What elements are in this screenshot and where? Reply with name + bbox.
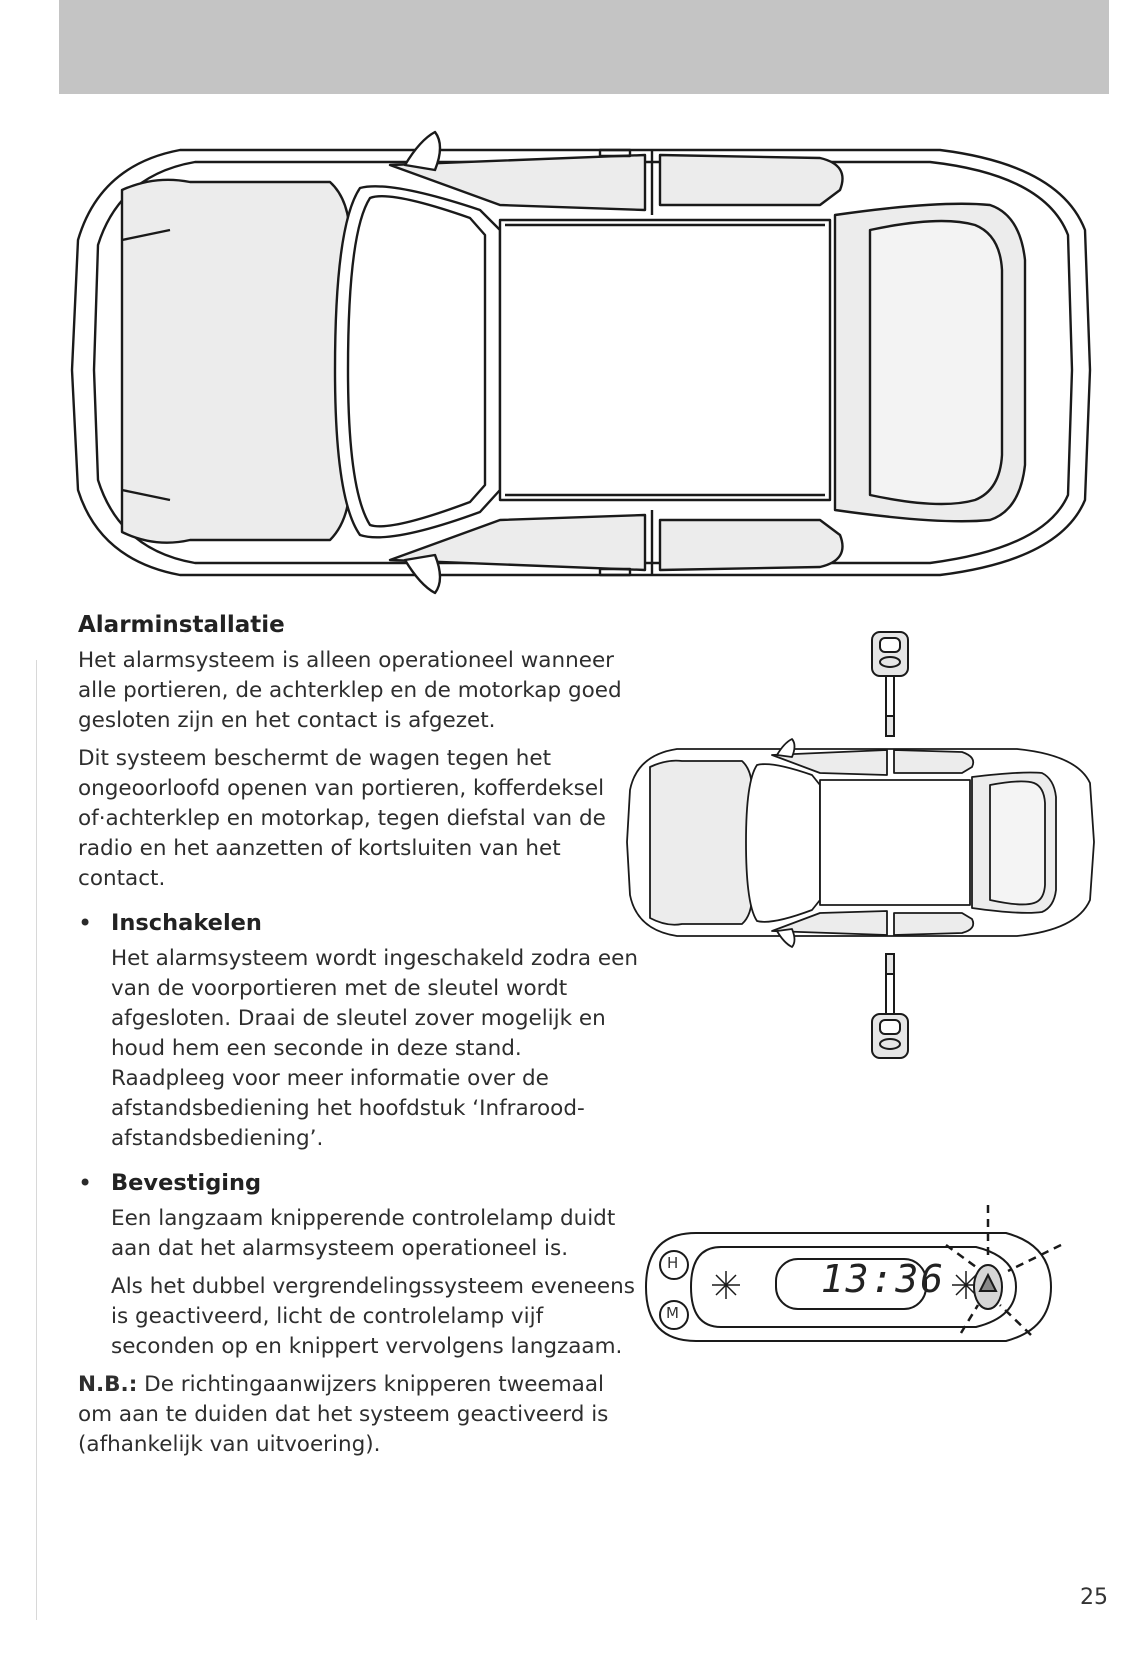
- bullet: •: [78, 909, 93, 937]
- bullet: •: [78, 1169, 93, 1197]
- car-top-view-illustration: [60, 120, 1100, 605]
- page-number: 25: [1080, 1585, 1108, 1610]
- intro-paragraph-2: Dit systeem beschermt de wagen tegen het ongeoorloofd openen van portieren, kofferdeksel of·achterklep en motorkap, tegen diefstal van de radio en het aanzetten of kortsluiten van het contact.: [78, 746, 606, 891]
- car-small-illustration: [622, 735, 1102, 950]
- clock-button-m: M: [666, 1304, 679, 1322]
- header-bar: [59, 0, 1109, 94]
- clock-button-h: H: [667, 1254, 679, 1272]
- intro-paragraph-1: Het alarmsysteem is alleen operationeel wanneer alle portieren, de achterklep en de motorkap goed gesloten zijn en het contact is afgezet.: [78, 648, 622, 733]
- subsection-title: Inschakelen: [111, 910, 262, 936]
- note-text: De richtingaanwijzers knipperen tweemaal om aan te duiden dat het systeem geactiveerd is (afhankelijk van uitvoering).: [78, 1372, 609, 1457]
- subsection-paragraph: Als het dubbel vergrendelingssysteem eveneens is geactiveerd, licht de controlelamp vijf seconden op en knippert vervolgens langzaam.: [111, 1274, 635, 1359]
- subsection-paragraph: Een langzaam knipperende controlelamp duidt aan dat het alarmsysteem operationeel is.: [111, 1206, 616, 1261]
- margin-rule: [36, 660, 37, 1620]
- clock-time: 13:36: [820, 1257, 946, 1301]
- text-column: [78, 612, 638, 1468]
- subsection-bevestiging: [78, 1168, 638, 1362]
- note: [78, 1370, 638, 1460]
- section-title: Alarminstallatie: [78, 612, 285, 638]
- subsection-title: Bevestiging: [111, 1170, 262, 1196]
- note-label: N.B.:: [78, 1372, 138, 1397]
- subsection-paragraph: Het alarmsysteem wordt ingeschakeld zodra een van de voorportieren met de sleutel wordt afgesloten. Draai de sleutel zover mogelijk en houd hem een seconde in deze stand. Raadpleeg voor meer informatie over de afstandsbediening het hoofdstuk ‘Infrarood-afstandsbediening’.: [111, 946, 638, 1151]
- key-top-icon: [868, 630, 912, 740]
- subsection-inschakelen: [78, 908, 638, 1154]
- clock-display-illustration: [636, 1205, 1096, 1370]
- key-bottom-icon: [868, 952, 912, 1062]
